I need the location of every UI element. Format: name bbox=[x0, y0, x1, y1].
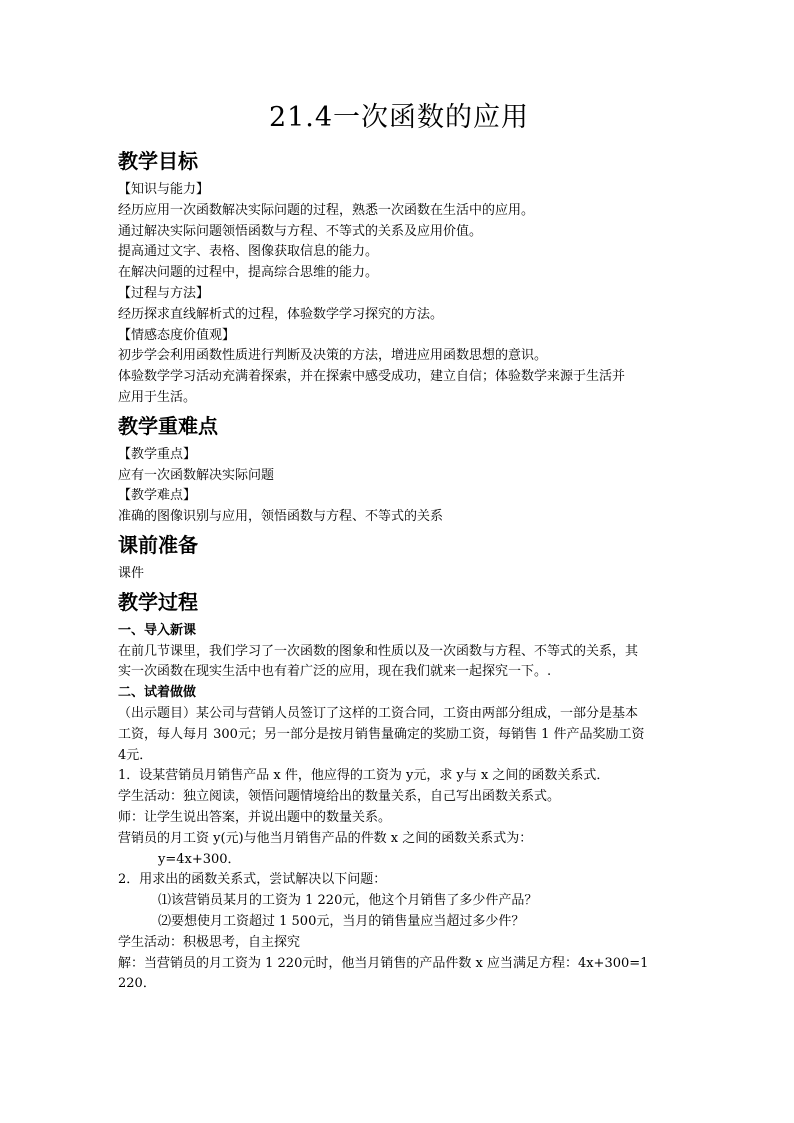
activity-line: 学生活动：积极思考，自主探究 bbox=[118, 934, 301, 950]
document-page bbox=[118, 98, 680, 995]
preparation-text: 课件 bbox=[118, 565, 145, 581]
label-intro: 一、导入新课 bbox=[118, 622, 197, 638]
label-emotion: 【情感态度价值观】 bbox=[118, 327, 236, 343]
heading-objectives: 教学目标 bbox=[118, 149, 198, 173]
knowledge-item: 经历应用一次函数解决实际问题的过程，熟悉一次函数在生活中的应用。 bbox=[118, 202, 535, 218]
emotion-item: 应用于生活。 bbox=[118, 389, 197, 405]
intro-line: 在前几节课里，我们学习了一次函数的图象和性质以及一次函数与方程、不等式的关系，其 bbox=[118, 643, 639, 659]
knowledge-item: 通过解决实际问题领悟函数与方程、不等式的关系及应用价值。 bbox=[118, 223, 483, 239]
emotion-item: 初步学会利用函数性质进行判断及决策的方法，增进应用函数思想的意识。 bbox=[118, 348, 548, 364]
try-line: 师：让学生说出答案，并说出题中的数量关系。 bbox=[118, 809, 392, 825]
heading-preparation: 课前准备 bbox=[118, 532, 198, 557]
question-2: 2．用求出的函数关系式，尝试解决以下问题： bbox=[118, 872, 387, 888]
solution-line: 解：当营销员的月工资为 1 220元时，他当月销售的产品件数 x 应当满足方程：4x+300=1 bbox=[118, 955, 649, 971]
try-line: （出示题目）某公司与营销人员签订了这样的工资合同，工资由两部分组成，一部分是基本 bbox=[118, 705, 639, 721]
formula: y=4x+300． bbox=[158, 851, 241, 867]
heading-process: 教学过程 bbox=[118, 589, 198, 614]
process-item: 经历探求直线解析式的过程，体验数学学习探究的方法。 bbox=[118, 306, 444, 322]
label-knowledge: 【知识与能力】 bbox=[118, 182, 210, 197]
emotion-item: 体验数学学习活动充满着探索，并在探索中感受成功，建立自信；体验数学来源于生活并 bbox=[118, 369, 626, 385]
document-title: 21.4一次函数的应用 bbox=[268, 102, 530, 133]
solution-line: 220． bbox=[118, 976, 156, 992]
try-line: 学生活动：独立阅读，领悟问题情境给出的数量关系，自己写出函数关系式。 bbox=[118, 789, 561, 805]
try-line: 工资，每人每月 300元；另一部分是按月销售量确定的奖励工资，每销售 1 件产品奖励工资 bbox=[118, 726, 645, 742]
try-line: 4元． bbox=[118, 747, 153, 763]
heading-key-points: 教学重难点 bbox=[118, 413, 218, 438]
label-difficulty: 【教学难点】 bbox=[118, 488, 197, 504]
sub-question: ⑵要想使月工资超过 1 500元，当月的销售量应当超过多少件？ bbox=[158, 913, 525, 929]
focus-text: 应有一次函数解决实际问题 bbox=[118, 467, 275, 483]
label-process-method: 【过程与方法】 bbox=[118, 285, 210, 301]
label-focus: 【教学重点】 bbox=[118, 446, 197, 462]
intro-line: 实一次函数在现实生活中也有着广泛的应用，现在我们就来一起探究一下。. bbox=[118, 664, 552, 680]
knowledge-item: 在解决问题的过程中，提高综合思维的能力。 bbox=[118, 265, 379, 281]
knowledge-item: 提高通过文字、表格、图像获取信息的能力。 bbox=[118, 244, 379, 260]
try-line: 1．设某营销员月销售产品 x 件，他应得的工资为 y元，求 y与 x 之间的函数关系式． bbox=[118, 768, 610, 784]
label-try: 二、试着做做 bbox=[118, 685, 197, 701]
difficulty-text: 准确的图像识别与应用，领悟函数与方程、不等式的关系 bbox=[118, 509, 444, 525]
try-line: 营销员的月工资 y(元)与他当月销售产品的件数 x 之间的函数关系式为： bbox=[118, 830, 533, 846]
sub-question: ⑴该营销员某月的工资为 1 220元，他这个月销售了多少件产品？ bbox=[158, 893, 538, 909]
